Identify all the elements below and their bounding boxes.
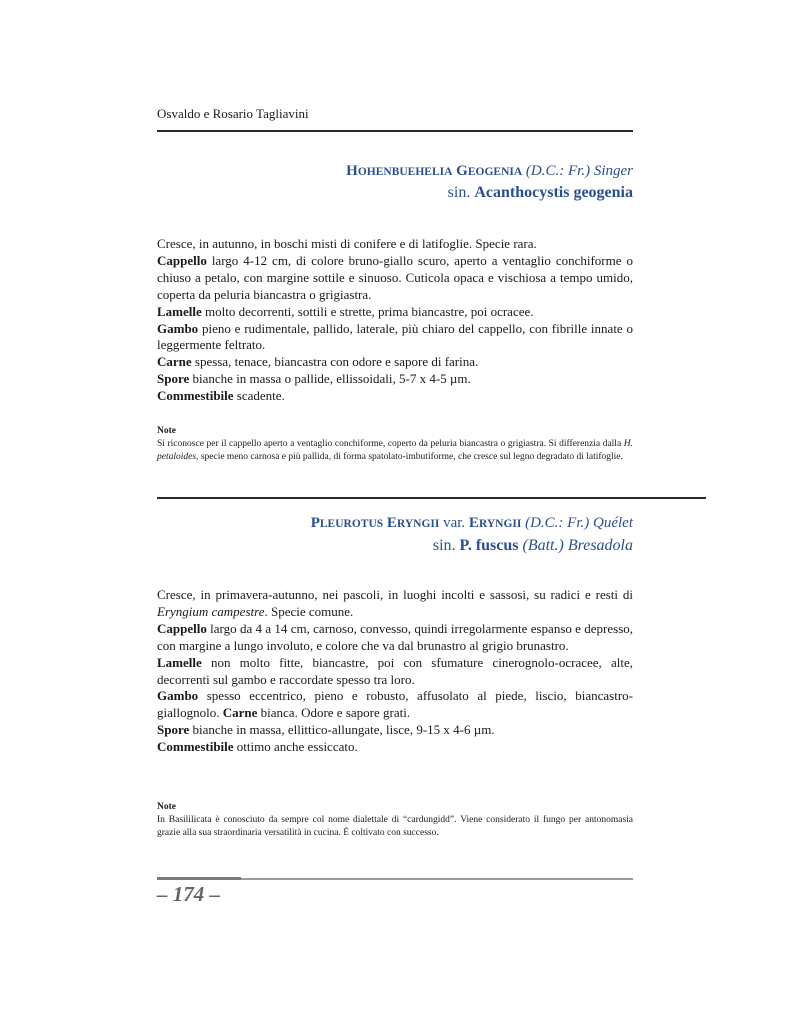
commestibile-text: ottimo anche essiccato. [236,739,358,755]
cappello-label: Cappello [157,252,207,268]
habitat-species: Eryngium campestre [157,603,265,619]
spore-1 [157,371,633,388]
cappello-2 [157,621,633,655]
genus-rest: LEUROTUS [319,518,384,530]
lamelle-text: non molto fitte, biancastre, poi con sfumature cinerognolo-ocracee, alte, decorrenti sul gambo e raccordate spesso tra loro. [157,654,633,687]
sin-prefix: sin. [447,184,471,201]
habitat-part-b: . Specie comune. [264,603,354,619]
cappello-text: largo da 4 a 14 cm, carnoso, convesso, quindi irregolarmente espanso e depresso, con margine a lungo involuto, e colore che va dal brunastro al grigio brunastro. [157,620,634,653]
section-divider [157,497,706,499]
commestibile-label: Commestibile [157,739,234,755]
species-title-1 [346,163,633,180]
synonym: P. fuscus [459,537,519,554]
gambo-label: Gambo [157,320,199,336]
spore-label: Spore [157,722,190,738]
commestibile-label: Commestibile [157,388,234,404]
note-species: H. petaloides, [157,439,634,462]
gambo-1 [157,321,633,355]
authority: (D.C.: Fr.) Quélet [525,515,633,531]
carne-text: spessa, tenace, biancastra con odore e sapore di farina. [194,354,479,370]
synonym: Acanthocystis geogenia [474,184,633,201]
habitat-2 [157,587,633,621]
carne-label: Carne [157,354,192,370]
habitat-part-a: Cresce, in primavera-autunno, nei pascoli, in luoghi incolti e sassosi, su radici e resti di [157,587,633,602]
spore-2 [157,722,633,739]
genus-rest: OHENBUEHELIA [357,166,453,178]
lamelle-text: molto decorrenti, sottili e strette, prima biancastre, poi ocracee. [205,303,534,319]
footer-rule [157,878,633,880]
carne-1 [157,354,633,371]
habitat-1: Cresce, in autunno, in boschi misti di conifere e di latifoglie. Specie rara. [157,236,537,251]
cappello-text: largo 4-12 cm, di colore bruno-giallo scuro, aperto a ventaglio conchiforme o chiuso a petalo, con margine sottile e sinuoso. Cuticola opaca e vischiosa a tempo umido, coperta da peluria biancastra o grigiastra. [157,252,633,302]
epithet-rest: EOGENIA [467,166,523,178]
cappello-1 [157,253,633,304]
synonym-line-1 [448,184,633,202]
carne-label: Carne [222,705,258,721]
epithet-initial: E [386,515,397,531]
spore-text: bianche in massa, ellittico-allungate, lisce, 9-15 x 4-6 µm. [192,722,495,738]
synonym-line-2 [433,537,633,555]
running-header-author: Osvaldo e Rosario Tagliavini [157,106,309,121]
epithet-rest: RYNGII [396,518,440,530]
gambo-text: pieno e rudimentale, pallido, laterale, più chiaro del cappello, con fibrille innate o leggermente feltrato. [157,320,633,353]
spore-label: Spore [157,371,190,387]
note-1 [157,425,633,464]
gambo-2 [157,688,633,722]
page-number: – 174 – [157,882,220,906]
sin-prefix: sin. [432,537,456,554]
lamelle-label: Lamelle [157,654,202,670]
synonym-authority: (Batt.) Bresadola [522,537,633,554]
description-1 [157,236,633,405]
genus-initial: H [346,163,358,179]
var-label: var. [443,515,466,531]
var-rest: RYNGII [478,518,522,530]
note-part-b: specie meno carnosa e più pallida, di forma spatolato-imbutiforme, che cresce sul legno degradato di latifoglie. [200,452,623,462]
spore-text: bianche in massa o pallide, ellissoidali, 5-7 x 4-5 µm. [192,371,471,387]
carne-text: bianca. Odore e sapore grati. [260,705,411,721]
commestibile-2 [157,739,633,756]
cappello-label: Cappello [157,620,207,636]
footer-rule-accent [157,877,241,880]
commestibile-text: scadente. [236,388,285,404]
note-text [157,438,633,464]
gambo-text: spesso eccentrico, pieno e robusto, affusolato al piede, liscio, biancastro-giallognolo. [157,688,633,721]
epithet-initial: G [456,163,468,179]
note-text: In Basililicata è conosciuto da sempre col nome dialettale di “cardungidd”. Viene considerato il fungo per antonomasia grazie alla sua straordinaria versatilità in cucina. È coltivato con successo. [157,815,633,838]
header-rule [157,130,633,132]
var-initial: E [468,515,479,531]
lamelle-1 [157,304,633,321]
gambo-label: Gambo [157,688,199,704]
note-2 [157,801,633,840]
species-title-2 [311,515,633,532]
note-part-a: Si riconosce per il cappello aperto a ventaglio conchiforme, coperto da peluria biancastra o grigiastra. Si differenzia dalla [157,439,622,449]
genus-initial: P [310,515,320,531]
note-heading: Note [157,426,176,436]
commestibile-1 [157,388,633,405]
note-heading: Note [157,802,176,812]
description-2 [157,587,633,756]
lamelle-label: Lamelle [157,303,202,319]
lamelle-2 [157,655,633,689]
authority: (D.C.: Fr.) Singer [525,163,633,179]
